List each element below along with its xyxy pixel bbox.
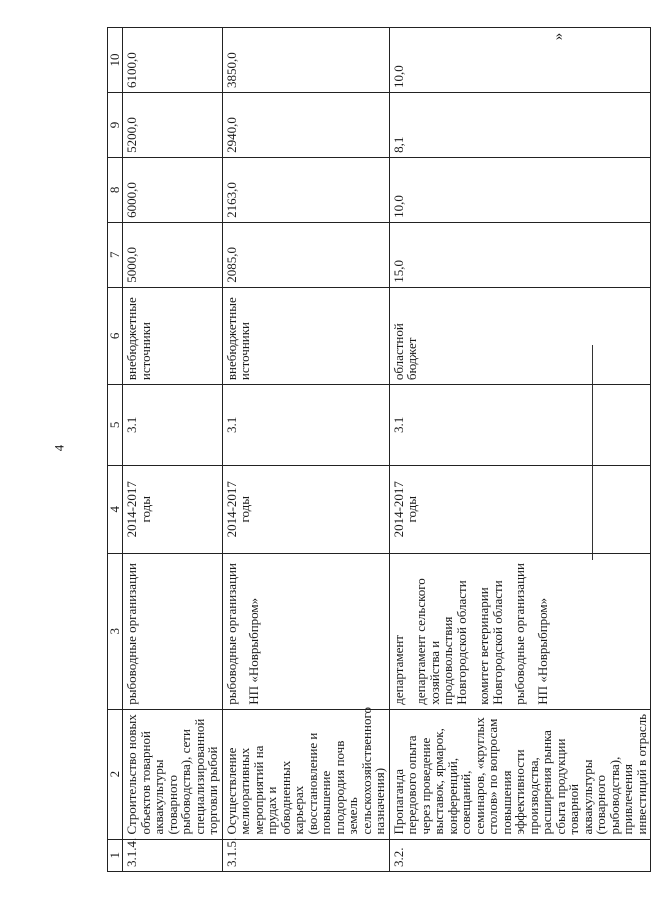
closing-quote: »	[550, 32, 567, 41]
value-col-8: 10,0	[389, 157, 651, 222]
funding-source: внебюджетные источники	[123, 287, 223, 384]
col-header-4: 4	[108, 465, 123, 553]
table-row	[222, 28, 389, 872]
activity-name: Строительство новых объектов товарной аквакультуры (товарного рыбоводства), сети специализированной торговли рыбой	[123, 709, 223, 839]
value-col-8: 2163,0	[222, 157, 389, 222]
executor: НП «Новрыбпром»	[534, 597, 550, 705]
value-col-7: 5000,0	[123, 222, 223, 287]
period: 2014-2017 годы	[123, 465, 223, 553]
row-number: 3.2.	[389, 839, 651, 871]
period: 2014-2017 годы	[222, 465, 389, 553]
executor: департамент	[390, 635, 406, 705]
value-col-10: 6100,0	[123, 28, 223, 93]
value-col-9: 2940,0	[222, 92, 389, 157]
value-col-7: 2085,0	[222, 222, 389, 287]
executor: НП «Новрыбпром»	[246, 597, 261, 705]
col-header-9: 9	[108, 92, 123, 157]
col-header-2: 2	[108, 709, 123, 839]
col-header-8: 8	[108, 157, 123, 222]
row-number: 3.1.4.	[123, 839, 223, 871]
executor: рыбоводные организации	[124, 563, 139, 705]
executors	[222, 553, 389, 709]
row-number: 3.1.5.	[222, 839, 389, 871]
value-col-7: 15,0	[389, 222, 651, 287]
funding-source: внебюджетные источники	[222, 287, 389, 384]
col-header-3: 3	[108, 553, 123, 709]
executors	[389, 553, 651, 709]
value-col-9: 8,1	[389, 92, 651, 157]
value-col-10: 10,0	[389, 28, 651, 93]
col-header-10: 10	[108, 28, 123, 93]
executor: рыбоводные организации	[512, 563, 527, 705]
executor: комитет ветеринарии Новгородской области	[476, 580, 505, 705]
table-row	[123, 28, 223, 872]
value-col-8: 6000,0	[123, 157, 223, 222]
col-header-7: 7	[108, 222, 123, 287]
target-indicator: 3.1	[123, 385, 223, 466]
program-table	[107, 27, 649, 872]
activity-name: Осуществление мелиоративных мероприятий на прудах и обводненных карьерах (восстановление и повышение плодородия почв земель сельскохозяйственного назначения)	[222, 709, 389, 839]
target-indicator: 3.1	[222, 385, 389, 466]
col-header-1: 1	[108, 839, 123, 871]
executor: рыбоводные организации	[223, 563, 239, 705]
col-header-6: 6	[108, 287, 123, 384]
target-indicator: 3.1	[389, 385, 651, 466]
funding-source: областной бюджет	[389, 287, 651, 384]
table-row	[389, 28, 651, 872]
col-header-5: 5	[108, 385, 123, 466]
header-row	[108, 28, 123, 872]
period: 2014-2017 годы	[389, 465, 651, 553]
executor: департамент сельского хозяйства и продовольствия Новгородской области	[413, 578, 469, 705]
value-col-10: 3850,0	[222, 28, 389, 93]
activity-name: Пропаганда передового опыта через проведение выставок, ярмарок, конференций, совещаний, семинаров, «круглых столов» по вопросам повышения эффективности производства, расширения рынка сбыта продукции товарной аквакультуры (товарного рыбоводства), привлечения инвестиций в отрасль	[389, 709, 651, 839]
value-col-9: 5200,0	[123, 92, 223, 157]
page-number: 4	[51, 444, 67, 452]
executors	[123, 553, 223, 709]
